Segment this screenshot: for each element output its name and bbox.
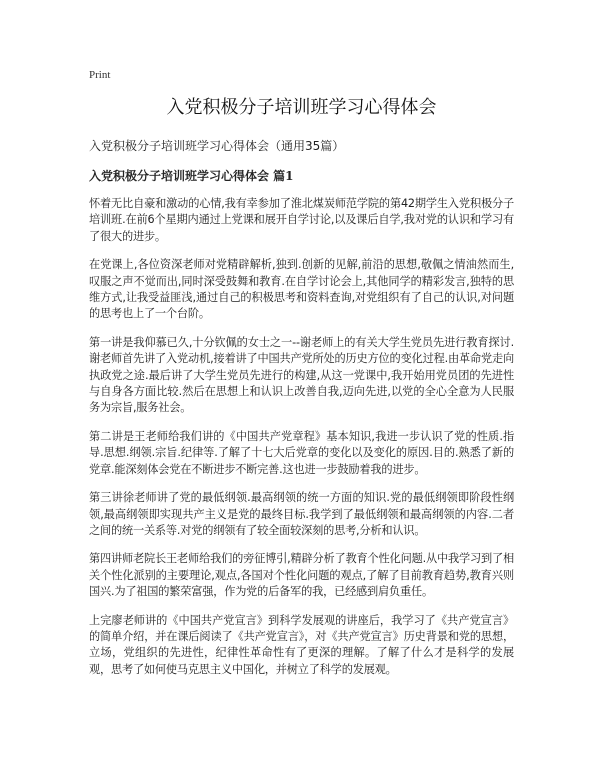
paragraph-1: 怀着无比自豪和激动的心情,我有幸参加了淮北煤炭师范学院的第42期学生入党积极分子培训班.在前6个星期内通过上党课和展开自学讨论,以及课后自学,我对党的认识和学习有了很大的进步。 (89, 197, 514, 243)
page-title: 入党积极分子培训班学习心得体会 (166, 97, 437, 118)
paragraph-3: 第一讲是我仰慕已久,十分钦佩的女士之一--谢老师上的有关大学生党员先进行教育探讨.谢老师首先讲了入党动机,接着讲了中国共产党所处的历史方位的变化过程.由革命党走向执政党之途.最后讲了大学生党员先进行的构建,从这一党课中,我开始用党员团的先进性与自身各方面比较.然后在思想上和认识上改善自我,迈向先进,以党的全心全意为人民服务为宗旨,服务社会。 (89, 335, 514, 415)
section-heading: 入党积极分子培训班学习心得体会 篇1 (89, 169, 294, 183)
paragraph-6: 第四讲师老院长王老师给我们的旁征博引,精辟分析了教育个性化问题.从中我学习到了相关个性化派别的主要理论,观点,各国对个性化问题的观点,了解了目前教育趋势,教育兴则国兴.为了祖国的繁荣富强，作为党的后备军的我，已经感到肩负重任。 (89, 552, 514, 599)
print-link[interactable]: Print (89, 69, 111, 81)
paragraph-5: 第三讲徐老师讲了党的最低纲领.最高纲领的统一方面的知识.党的最低纲领即阶段性纲领,最高纲领即实现共产主义是党的最终目标.我学到了最低纲领和最高纲领的内容.二者之间的统一关系等.对党的纲领有了较全面较深刻的思考,分析和认识。 (89, 491, 514, 537)
document-subtitle: 入党积极分子培训班学习心得体会（通用35篇） (89, 139, 345, 153)
paragraph-4: 第二讲是王老师给我们讲的《中国共产党章程》基本知识,我进一步认识了党的性质.指导.思想.纲领.宗旨.纪律等.了解了十七大后党章的变化以及变化的原因.目的.熟悉了新的党章.能深刻体会党在不断进步不断完善.这也进一步鼓励着我的进步。 (89, 429, 514, 476)
paragraph-7: 上完廖老师讲的《中国共产党宣言》到科学发展观的讲座后，我学习了《共产党宣言》的简单介绍，并在课后阅读了《共产党宣言》，对《共产党宣言》历史背景和党的思想，立场，党组织的先进性，纪律性革命性有了更深的理解。了解了什么才是科学的发展观，思考了如何使马克思主义中国化，并树立了科学的发展观。 (89, 613, 514, 676)
paragraph-2: 在党课上,各位资深老师对党精辟解析,独到.创新的见解,前沿的思想,敬佩之情油然而生,叹服之声不觉而出,同时深受鼓舞和教育.在自学讨论会上,其他同学的精彩发言,独特的思维方式,让我受益匪浅,通过自己的积极思考和资料查询,对党组织有了自己的认识,对问题的思考也上了一个台阶。 (89, 258, 514, 321)
